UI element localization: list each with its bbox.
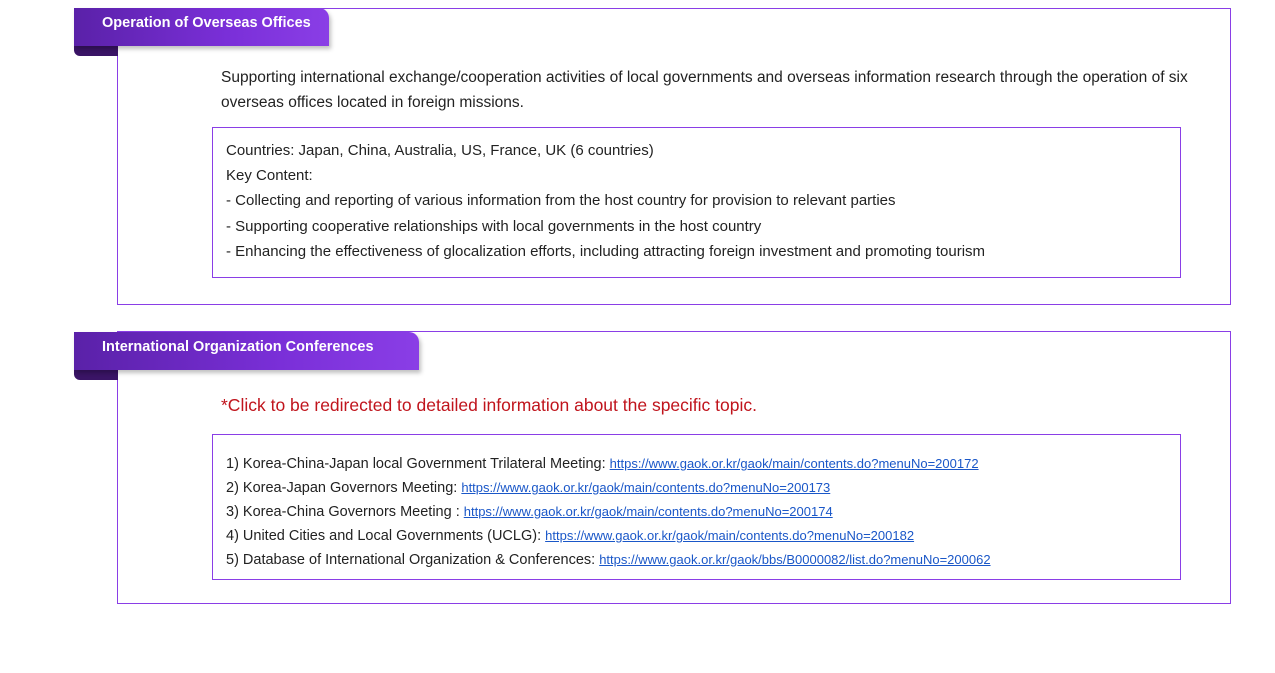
conference-link[interactable]: https://www.gaok.or.kr/gaok/main/contents.do?menuNo=200174 bbox=[463, 504, 833, 519]
conference-link[interactable]: https://www.gaok.or.kr/gaok/main/contents.do?menuNo=200182 bbox=[545, 528, 915, 543]
key-content-item: - Supporting cooperative relationships with local governments in the host country bbox=[226, 217, 762, 235]
conferences-title: International Organization Conferences bbox=[74, 332, 419, 370]
conference-label: 2) Korea-Japan Governors Meeting: bbox=[226, 480, 462, 496]
key-content-item: - Collecting and reporting of various information from the host country for provision to relevant parties bbox=[226, 192, 896, 210]
conference-label: 4) United Cities and Local Governments (UCLG): bbox=[226, 528, 546, 544]
key-content-heading: Key Content: bbox=[226, 167, 313, 185]
conference-label: 1) Korea-China-Japan local Government Trilateral Meeting: bbox=[226, 456, 610, 472]
conference-link[interactable]: https://www.gaok.or.kr/gaok/main/contents.do?menuNo=200173 bbox=[461, 480, 831, 495]
overseas-offices-intro: Supporting international exchange/cooperation activities of local governments and overseas information research through the operation of six overseas offices located in foreign missions. bbox=[221, 69, 1188, 111]
overseas-offices-details-box bbox=[212, 127, 1181, 278]
conference-item bbox=[226, 476, 1167, 500]
conference-label: 5) Database of International Organization & Conferences: bbox=[226, 552, 600, 568]
conference-link[interactable]: https://www.gaok.or.kr/gaok/bbs/B0000082/list.do?menuNo=200062 bbox=[599, 552, 991, 567]
key-content-item: - Enhancing the effectiveness of glocalization efforts, including attracting foreign investment and promoting tourism bbox=[226, 242, 986, 260]
countries-line: Countries: Japan, China, Australia, US, France, UK (6 countries) bbox=[226, 142, 654, 159]
conference-item bbox=[226, 548, 1167, 572]
conference-item bbox=[226, 500, 1167, 524]
conference-link[interactable]: https://www.gaok.or.kr/gaok/main/contents.do?menuNo=200172 bbox=[609, 456, 979, 471]
conference-item bbox=[226, 452, 1167, 476]
redirect-note: *Click to be redirected to detailed information about the specific topic. bbox=[221, 395, 757, 415]
conference-label: 3) Korea-China Governors Meeting : bbox=[226, 504, 464, 520]
conference-item bbox=[226, 524, 1167, 548]
overseas-offices-title: Operation of Overseas Offices bbox=[74, 8, 329, 46]
conferences-links-box bbox=[212, 434, 1181, 580]
